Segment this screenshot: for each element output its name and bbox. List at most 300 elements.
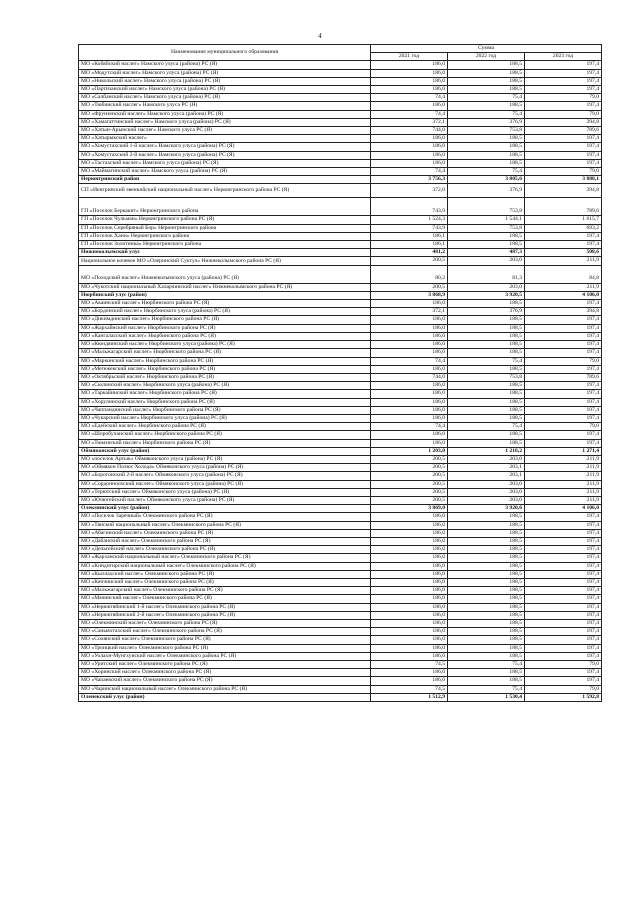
amount-2022: 1 218,2 — [448, 447, 525, 455]
amount-2021: 200,5 — [371, 464, 448, 472]
table-row — [79, 685, 602, 693]
amount-2022: 188,5 — [448, 324, 525, 332]
municipality-name: МО «Таркайинский наслег» Нюрбинского района РС (Я) — [79, 390, 371, 398]
amount-2023: 197,4 — [525, 86, 602, 94]
amount-2021: 3 756,3 — [371, 176, 448, 184]
table-row — [79, 118, 602, 126]
header-year-2021: 2021 год — [371, 53, 448, 61]
municipality-name: Нюрбинский улус (район) — [79, 291, 371, 299]
amount-2022: 203,1 — [448, 472, 525, 480]
amount-2022: 188,5 — [448, 69, 525, 77]
amount-2022: 188,5 — [448, 61, 525, 69]
amount-2022: 487,3 — [448, 249, 525, 257]
municipality-name: Оймяконский улус (район) — [79, 447, 371, 455]
table-row — [79, 578, 602, 586]
amount-2022: 188,5 — [448, 232, 525, 240]
table-row-district — [79, 176, 602, 184]
table-row — [79, 373, 602, 381]
amount-2023: 4 106,0 — [525, 505, 602, 513]
municipality-name: МО «Солянский наслег» Олекминского района РС (Я) — [79, 636, 371, 644]
table-body — [79, 61, 602, 702]
municipality-name: МО «Терютский наслег» Оймяконского улуса (района) РС (Я) — [79, 488, 371, 496]
amount-2021: 186,0 — [371, 159, 448, 167]
amount-2023: 693,2 — [525, 224, 602, 232]
municipality-name: МО «Дикимдинский наслег» Нюрбинского района РС (Я) — [79, 316, 371, 324]
municipality-name: МО «Партизанский наслег» Намского улуса (района) РС (Я) — [79, 86, 371, 94]
table-row — [79, 135, 602, 143]
amount-2021: 186,0 — [371, 521, 448, 529]
municipality-name: МО «Кюндяинский наслег» Нюрбинского улуса (района) РС (Я) — [79, 341, 371, 349]
amount-2022: 188,5 — [448, 398, 525, 406]
municipality-name: МО «Походский наслег» Нижнеколымского улуса (района) РС (Я) — [79, 265, 371, 283]
table-row — [79, 472, 602, 480]
municipality-name: МО «Чапаевский наслег» Олекминского района РС (Я) — [79, 677, 371, 685]
amount-2021: 186,0 — [371, 570, 448, 578]
amount-2021: 186,0 — [371, 61, 448, 69]
amount-2022: 81,3 — [448, 265, 525, 283]
amount-2022: 188,5 — [448, 241, 525, 249]
municipality-name: Оленекский улус (район) — [79, 693, 371, 701]
amount-2023: 197,4 — [525, 611, 602, 619]
amount-2022: 376,9 — [448, 184, 525, 198]
amount-2021: 186,0 — [371, 398, 448, 406]
amount-2022: 188,5 — [448, 135, 525, 143]
municipality-name: ГП «Поселок Чульман» Нерюнгринского района РС (Я) — [79, 216, 371, 224]
table-row — [79, 455, 602, 463]
amount-2022: 188,5 — [448, 414, 525, 422]
amount-2022: 188,5 — [448, 644, 525, 652]
amount-2023: 211,9 — [525, 283, 602, 291]
amount-2022: 188,5 — [448, 652, 525, 660]
municipality-name: ГП «Поселок Золотинка» Нерюнгринского района — [79, 241, 371, 249]
table-row — [79, 554, 602, 562]
table-row — [79, 390, 602, 398]
amount-2022: 203,0 — [448, 496, 525, 504]
amount-2023: 211,9 — [525, 257, 602, 265]
amount-2022: 188,5 — [448, 86, 525, 94]
municipality-name: МО «Троицкий наслег» Олекминского района РС (Я) — [79, 644, 371, 652]
amount-2021: 186,0 — [371, 546, 448, 554]
amount-2023: 197,4 — [525, 587, 602, 595]
amount-2023: 394,8 — [525, 308, 602, 316]
amount-2023: 79,0 — [525, 168, 602, 176]
municipality-name: МО «Фрунзенский наслег» Намского улуса (района) РС (Я) — [79, 110, 371, 118]
table-row — [79, 357, 602, 365]
table-row — [79, 521, 602, 529]
amount-2021: 481,2 — [371, 249, 448, 257]
table-row — [79, 332, 602, 340]
municipality-name: МО «Чукарский наслег» Нюрбинского улуса (района) РС (Я) — [79, 414, 371, 422]
municipality-name: МО «Киндигирский национальный наслег» Олекминского района РС (Я) — [79, 562, 371, 570]
table-row — [79, 308, 602, 316]
amount-2021: 200,5 — [371, 257, 448, 265]
amount-2021: 186,0 — [371, 644, 448, 652]
municipality-name: Национальное кочевое МО «Олеринский Суктул» Нижнеколымского района РС (Я) — [79, 257, 371, 265]
municipality-name: МО «Октябрьский наслег» Нюрбинского района РС (Я) — [79, 373, 371, 381]
municipality-name: МО «Нерюктяйинский 1-й наслег» Олекминского района РС (Я) — [79, 603, 371, 611]
table-row — [79, 677, 602, 685]
amount-2021: 200,5 — [371, 480, 448, 488]
amount-2023: 79,0 — [525, 423, 602, 431]
amount-2023: 197,4 — [525, 324, 602, 332]
amount-2023: 197,4 — [525, 439, 602, 447]
amount-2023: 197,4 — [525, 241, 602, 249]
amount-2021: 186,0 — [371, 102, 448, 110]
amount-2022: 188,5 — [448, 587, 525, 595]
municipality-name: МО «Чаринский национальный наслег» Олекминского района РС (Я) — [79, 685, 371, 693]
amount-2023: 197,4 — [525, 349, 602, 357]
amount-2023: 197,4 — [525, 316, 602, 324]
table-row — [79, 398, 602, 406]
page-number: 4 — [318, 32, 322, 40]
amount-2023: 79,0 — [525, 685, 602, 693]
amount-2023: 197,4 — [525, 636, 602, 644]
amount-2023: 197,4 — [525, 537, 602, 545]
amount-2022: 188,5 — [448, 537, 525, 545]
amount-2022: 188,5 — [448, 529, 525, 537]
municipality-name: МО «Хоринский наслег» Олекминского района РС (Я) — [79, 669, 371, 677]
amount-2022: 75,4 — [448, 94, 525, 102]
amount-2023: 1 592,8 — [525, 693, 602, 701]
municipality-name: МО «Хатырыкский наслег» — [79, 135, 371, 143]
table-row — [79, 86, 602, 94]
amount-2021: 186,0 — [371, 390, 448, 398]
amount-2022: 376,9 — [448, 308, 525, 316]
amount-2021: 186,0 — [371, 86, 448, 94]
amount-2022: 188,5 — [448, 570, 525, 578]
municipality-name: МО «Мегежекский наслег» Нюрбинского района РС (Я) — [79, 365, 371, 373]
amount-2021: 186,0 — [371, 513, 448, 521]
table-row — [79, 69, 602, 77]
amount-2021: 186,0 — [371, 431, 448, 439]
amount-2022: 75,4 — [448, 423, 525, 431]
amount-2022: 188,5 — [448, 611, 525, 619]
amount-2021: 74,4 — [371, 168, 448, 176]
table-row — [79, 562, 602, 570]
amount-2022: 188,5 — [448, 431, 525, 439]
amount-2021: 186,0 — [371, 439, 448, 447]
table-row — [79, 110, 602, 118]
amount-2022: 188,5 — [448, 677, 525, 685]
amount-2023: 197,4 — [525, 77, 602, 85]
amount-2023: 197,4 — [525, 546, 602, 554]
amount-2022: 75,4 — [448, 168, 525, 176]
table-row — [79, 184, 602, 198]
amount-2021: 200,5 — [371, 472, 448, 480]
amount-2021: 186,0 — [371, 332, 448, 340]
amount-2023: 197,4 — [525, 143, 602, 151]
amount-2023: 197,4 — [525, 521, 602, 529]
amount-2023: 197,4 — [525, 159, 602, 167]
municipality-name: МО «Кангаласский наслег» Нюрбинского района РС (Я) — [79, 332, 371, 340]
amount-2021: 744,0 — [371, 127, 448, 135]
amount-2022: 188,5 — [448, 390, 525, 398]
amount-2023: 79,0 — [525, 94, 602, 102]
municipality-name: МО «Уолахн-Мунгхунский наслег» Олекминского района РС (Я) — [79, 652, 371, 660]
municipality-name: ГП «Поселок Беркакит» Нерюнгринского района — [79, 198, 371, 216]
amount-2021: 200,5 — [371, 455, 448, 463]
amount-2023: 211,9 — [525, 496, 602, 504]
table-row — [79, 143, 602, 151]
amount-2022: 203,0 — [448, 455, 525, 463]
table-row — [79, 537, 602, 545]
amount-2023: 79,0 — [525, 357, 602, 365]
table-row — [79, 324, 602, 332]
amount-2021: 186,0 — [371, 406, 448, 414]
header-year-2022: 2022 год — [448, 53, 525, 61]
municipality-name: МО «Ючюгейский наслег» Оймяконского улуса (района) РС (Я) — [79, 496, 371, 504]
table-row — [79, 61, 602, 69]
table-row — [79, 241, 602, 249]
amount-2023: 197,4 — [525, 644, 602, 652]
amount-2023: 789,6 — [525, 373, 602, 381]
amount-2021: 186,0 — [371, 529, 448, 537]
table-row — [79, 151, 602, 159]
table-row — [79, 529, 602, 537]
municipality-name: МО «Олекминский наслег» Олекминского района РС (Я) — [79, 620, 371, 628]
municipality-name: МО «Кобяйский наслег» Намского улуса (района) РС (Я) — [79, 61, 371, 69]
municipality-name: МО «Абагинский наслег» Олекминского района РС (Я) — [79, 529, 371, 537]
table-row — [79, 316, 602, 324]
table-row — [79, 198, 602, 216]
amount-2022: 376,9 — [448, 118, 525, 126]
amount-2023: 197,4 — [525, 628, 602, 636]
amount-2021: 200,5 — [371, 488, 448, 496]
table-row — [79, 423, 602, 431]
header-row — [79, 45, 602, 53]
table-row-district — [79, 693, 602, 701]
amount-2022: 753,8 — [448, 127, 525, 135]
amount-2021: 186,0 — [371, 652, 448, 660]
table-row — [79, 636, 602, 644]
amount-2022: 753,8 — [448, 224, 525, 232]
municipality-name: МО «Чаппандинский наслег» Нюрбинского района РС (Я) — [79, 406, 371, 414]
amount-2021: 744,0 — [371, 373, 448, 381]
municipality-name: МО «Мачинский наслег» Олекминского района РС (Я) — [79, 595, 371, 603]
amount-2022: 188,5 — [448, 341, 525, 349]
amount-2021: 74,4 — [371, 110, 448, 118]
amount-2022: 188,5 — [448, 382, 525, 390]
municipality-name: МО «Дабанский наслег» Олекминского района РС (Я) — [79, 537, 371, 545]
amount-2021: 372,0 — [371, 184, 448, 198]
amount-2023: 197,4 — [525, 300, 602, 308]
table-row — [79, 341, 602, 349]
amount-2023: 197,4 — [525, 61, 602, 69]
amount-2022: 188,5 — [448, 521, 525, 529]
amount-2022: 188,5 — [448, 332, 525, 340]
table-row — [79, 216, 602, 224]
amount-2023: 394,8 — [525, 118, 602, 126]
table-row — [79, 257, 602, 265]
amount-2022: 188,5 — [448, 554, 525, 562]
amount-2022: 188,5 — [448, 578, 525, 586]
amount-2022: 75,4 — [448, 661, 525, 669]
amount-2022: 188,5 — [448, 349, 525, 357]
amount-2022: 188,5 — [448, 102, 525, 110]
amount-2022: 203,0 — [448, 283, 525, 291]
amount-2021: 186,0 — [371, 135, 448, 143]
amount-2022: 188,5 — [448, 595, 525, 603]
amount-2023: 211,9 — [525, 464, 602, 472]
amount-2021: 74,4 — [371, 357, 448, 365]
amount-2022: 188,5 — [448, 77, 525, 85]
amount-2023: 197,4 — [525, 513, 602, 521]
table-row — [79, 265, 602, 283]
municipality-name: МО «Шоробучанский наслег» Нюрбинского района РС (Я) — [79, 431, 371, 439]
table-row — [79, 349, 602, 357]
amount-2021: 1 524,3 — [371, 216, 448, 224]
amount-2023: 197,4 — [525, 341, 602, 349]
amount-2023: 1 271,4 — [525, 447, 602, 455]
municipality-name: МО «Хомустахский 2-й наслег» Намского улуса (района) РС (Я) — [79, 151, 371, 159]
table-row — [79, 587, 602, 595]
amount-2023: 197,4 — [525, 390, 602, 398]
municipality-name: ГП «Поселок Хани» Нерюнгринского района — [79, 232, 371, 240]
amount-2022: 203,0 — [448, 257, 525, 265]
table-row — [79, 431, 602, 439]
municipality-name: МО «Хамагаттинский наслег» Намского улуса (района) РС (Я) — [79, 118, 371, 126]
amount-2023: 4 106,0 — [525, 291, 602, 299]
table-row — [79, 595, 602, 603]
table-row — [79, 620, 602, 628]
amount-2021: 186,0 — [371, 554, 448, 562]
municipality-name: МО «Борогонский 2-й наслег» Оймяконского улуса (района) РС (Я) — [79, 472, 371, 480]
header-year-2023: 2023 год — [525, 53, 602, 61]
amount-2023: 394,8 — [525, 184, 602, 198]
amount-2021: 3 868,9 — [371, 291, 448, 299]
municipality-name: МО «Дельгейский наслег» Олекминского района РС (Я) — [79, 546, 371, 554]
amount-2021: 186,1 — [371, 241, 448, 249]
amount-2021: 186,0 — [371, 316, 448, 324]
table-row — [79, 496, 602, 504]
table-row — [79, 300, 602, 308]
amount-2022: 188,5 — [448, 513, 525, 521]
amount-2021: 186,0 — [371, 382, 448, 390]
municipality-name: МО «Хорулинский наслег» Нюрбинского района РС (Я) — [79, 398, 371, 406]
amount-2022: 753,8 — [448, 198, 525, 216]
amount-2021: 186,0 — [371, 341, 448, 349]
amount-2023: 197,4 — [525, 595, 602, 603]
amount-2022: 188,5 — [448, 628, 525, 636]
amount-2022: 1 530,4 — [448, 693, 525, 701]
amount-2021: 186,0 — [371, 77, 448, 85]
budget-table — [78, 44, 602, 702]
amount-2021: 1 512,9 — [371, 693, 448, 701]
amount-2021: 74,4 — [371, 423, 448, 431]
municipality-name: МО «Хомустахский 1-й наслег» Намского улуса (района) РС (Я) — [79, 143, 371, 151]
table-row — [79, 611, 602, 619]
municipality-name: Нерюнгринский район — [79, 176, 371, 184]
amount-2022: 188,5 — [448, 159, 525, 167]
table-row — [79, 382, 602, 390]
amount-2023: 789,6 — [525, 198, 602, 216]
municipality-name: МО «Жарханский национальный наслег» Олекминского района РС (Я) — [79, 554, 371, 562]
amount-2021: 74,4 — [371, 94, 448, 102]
amount-2021: 186,0 — [371, 324, 448, 332]
table-row — [79, 283, 602, 291]
table-row-district — [79, 447, 602, 455]
amount-2023: 197,4 — [525, 102, 602, 110]
amount-2021: 186,0 — [371, 300, 448, 308]
amount-2023: 197,4 — [525, 529, 602, 537]
amount-2023: 197,4 — [525, 414, 602, 422]
amount-2021: 186,0 — [371, 69, 448, 77]
table-row — [79, 488, 602, 496]
amount-2021: 186,0 — [371, 349, 448, 357]
amount-2023: 211,9 — [525, 488, 602, 496]
amount-2021: 186,0 — [371, 620, 448, 628]
amount-2021: 1 203,0 — [371, 447, 448, 455]
amount-2022: 188,5 — [448, 603, 525, 611]
table-row-district — [79, 291, 602, 299]
municipality-name: МО «Салбанский наслег» Намского улуса (района) РС (Я) — [79, 94, 371, 102]
municipality-name: МО «Бордонский наслег» Нюрбинского улуса (района) РС (Я) — [79, 308, 371, 316]
table-row — [79, 127, 602, 135]
municipality-name: МО «Кяччинский наслег» Олекминского района РС (Я) — [79, 578, 371, 586]
table-row-district — [79, 505, 602, 513]
table-row-district — [79, 249, 602, 257]
amount-2023: 79,0 — [525, 661, 602, 669]
amount-2021: 186,0 — [371, 562, 448, 570]
table-row — [79, 570, 602, 578]
amount-2022: 203,1 — [448, 464, 525, 472]
municipality-name: МО «Нерюктяйинский 2-й наслег» Олекминского района РС (Я) — [79, 611, 371, 619]
amount-2023: 789,6 — [525, 127, 602, 135]
amount-2021: 3 869,0 — [371, 505, 448, 513]
municipality-name: МО «Уритский наслег» Олекминского района РС (Я) — [79, 661, 371, 669]
amount-2021: 186,0 — [371, 628, 448, 636]
table-row — [79, 603, 602, 611]
amount-2021: 186,1 — [371, 232, 448, 240]
amount-2022: 188,5 — [448, 439, 525, 447]
amount-2023: 3 888,1 — [525, 176, 602, 184]
municipality-name: МО «Чукотский национальный Халарчинский наслег» Нижнеколымского района РС (Я) — [79, 283, 371, 291]
amount-2021: 186,0 — [371, 636, 448, 644]
municipality-name: СП «Иенгринский эвенкийский национальный наслег» Нерюнгринского района РС (Я) — [79, 184, 371, 198]
municipality-name: МО «Тастахский наслег» Намского улуса (района) РС (Я) — [79, 159, 371, 167]
amount-2023: 197,4 — [525, 620, 602, 628]
amount-2022: 75,4 — [448, 357, 525, 365]
amount-2021: 186,0 — [371, 537, 448, 545]
table-row — [79, 168, 602, 176]
amount-2021: 186,0 — [371, 611, 448, 619]
municipality-name: МО «Маймагинский наслег» Намского улуса (района) РС (Я) — [79, 168, 371, 176]
municipality-name: МО «поселок Артык» Оймяконского улуса (района) РС (Я) — [79, 455, 371, 463]
amount-2021: 186,0 — [371, 578, 448, 586]
amount-2023: 211,9 — [525, 472, 602, 480]
amount-2021: 186,0 — [371, 143, 448, 151]
amount-2022: 203,0 — [448, 480, 525, 488]
table-row — [79, 365, 602, 373]
amount-2021: 200,5 — [371, 496, 448, 504]
amount-2021: 80,2 — [371, 265, 448, 283]
amount-2022: 3 805,6 — [448, 176, 525, 184]
municipality-name: МО «Едейский наслег» Нюрбинского района РС (Я) — [79, 423, 371, 431]
table-row — [79, 513, 602, 521]
amount-2022: 188,5 — [448, 636, 525, 644]
municipality-name: МО «Сюлинский наслег» Нюрбинского улуса (района) РС (Я) — [79, 382, 371, 390]
municipality-name: МО «Маркинский наслег» Нюрбинского района РС (Я) — [79, 357, 371, 365]
municipality-name: Олекминский улус (район) — [79, 505, 371, 513]
amount-2021: 74,5 — [371, 661, 448, 669]
amount-2023: 211,9 — [525, 455, 602, 463]
amount-2023: 197,4 — [525, 332, 602, 340]
table-row — [79, 644, 602, 652]
amount-2022: 188,5 — [448, 669, 525, 677]
table-row — [79, 628, 602, 636]
amount-2021: 372,1 — [371, 118, 448, 126]
amount-2021: 74,5 — [371, 685, 448, 693]
